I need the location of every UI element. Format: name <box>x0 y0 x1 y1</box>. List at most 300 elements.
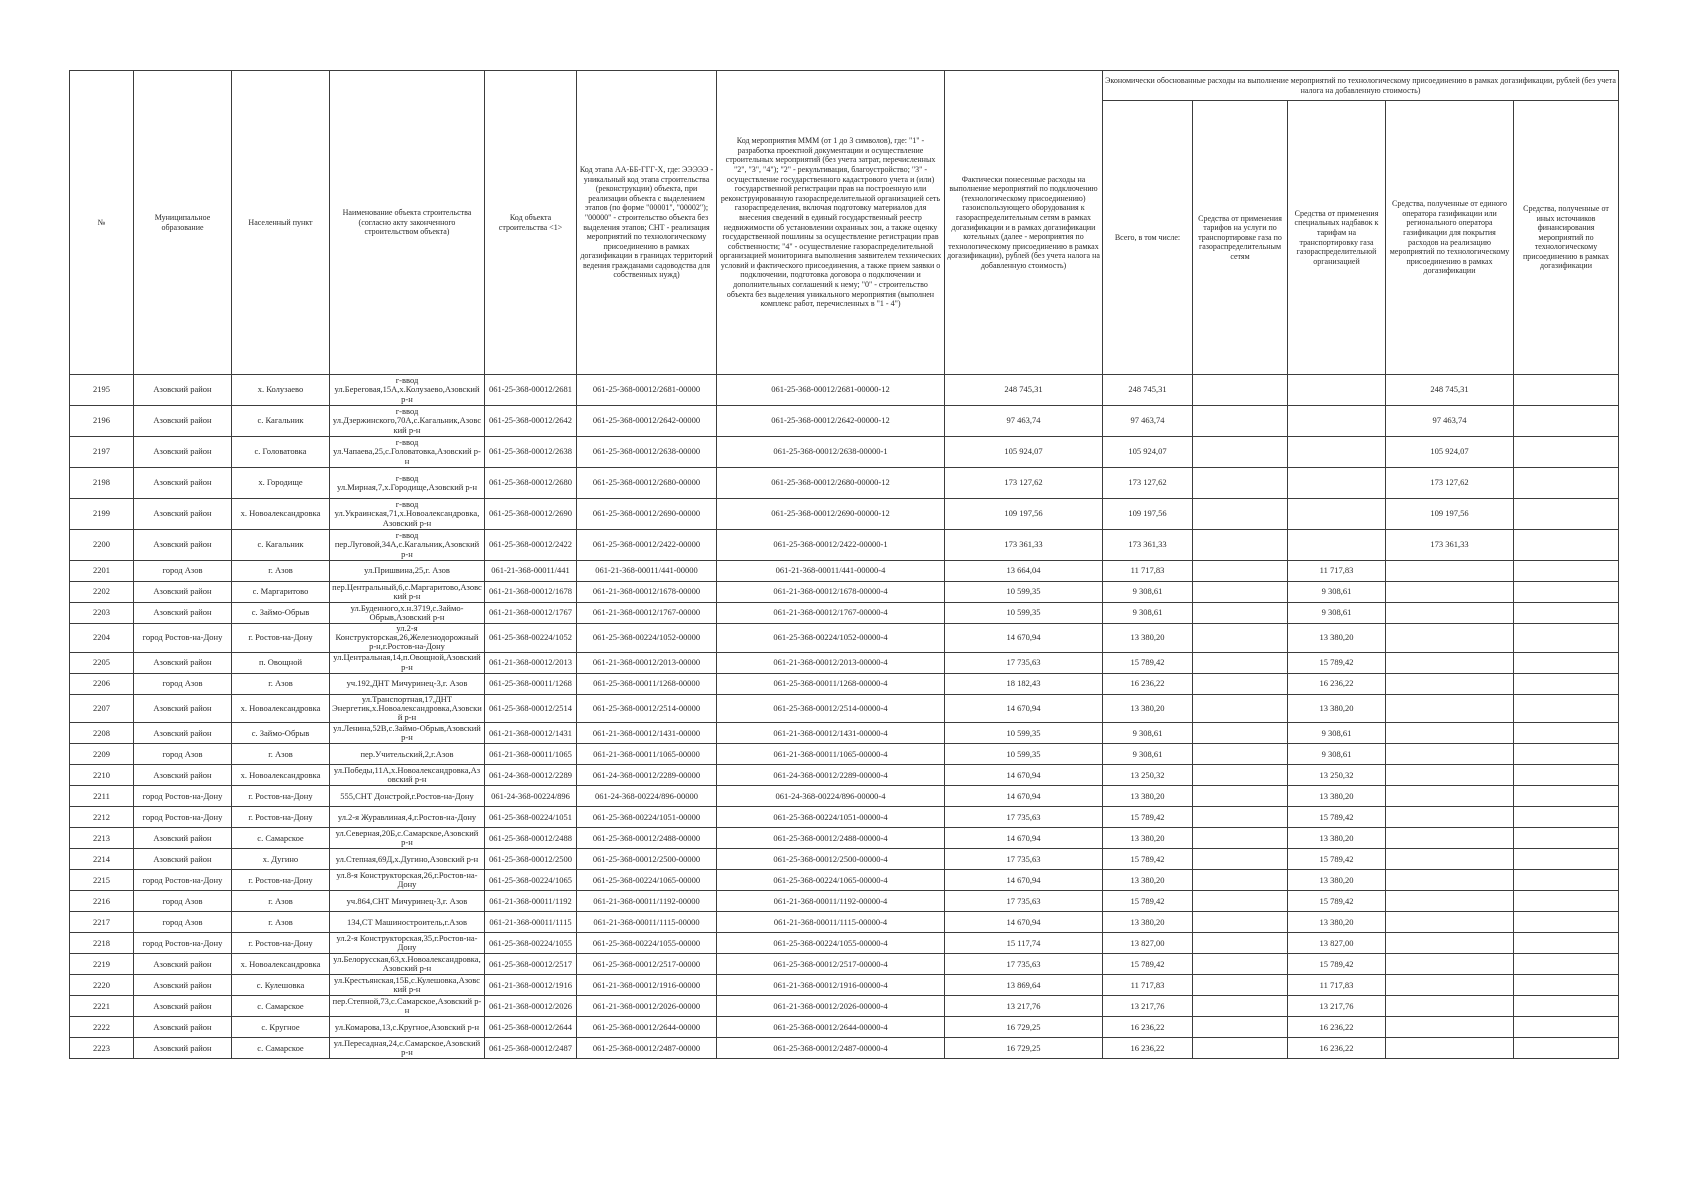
cell-tariff-transport <box>1193 996 1288 1017</box>
table-row <box>70 786 1619 807</box>
cell-total: 105 924,07 <box>1103 437 1193 468</box>
header-event-code: Код мероприятия МММ (от 1 до 3 символов), где: "1" - разработка проектной документации и осуществление строительных мероприятий (без учета затрат, перечисленных "2", "3", "4"); "2" - рекультивация, благоустройство; "3" - осуществление государственного кадастрового учета и (или) государственной регистрации прав на построенную или реконструированную газораспределительной организацией сеть газораспределения, включая подготовку материалов для внесения сведений в единый государственный реестр недвижимости об установлении охранных зон, а также оценку государственной пошлины за осуществление регистрации прав собственности; "4" - осуществление газораспределительной организацией мониторинга выполнения заявителем технических условий и фактического присоединения, а также прием заявки о подключении, подготовка договора о подключении и дополнительных соглашений к нему; "0" - строительство объекта без выделения уникального мероприятия (выполнен комплекс работ, перечисленных в "1 - 4") <box>717 71 945 375</box>
table-row <box>70 975 1619 996</box>
cell-tariff-transport <box>1193 744 1288 765</box>
cell-tariff-transport <box>1193 437 1288 468</box>
cell-total: 173 127,62 <box>1103 468 1193 499</box>
cell-stage-code: 061-21-368-00012/1767-00000 <box>577 603 717 624</box>
cell-stage-code: 061-25-368-00012/2422-00000 <box>577 530 717 561</box>
cell-settlement: с. Кагальник <box>232 530 330 561</box>
cell-tariff-transport <box>1193 891 1288 912</box>
cell-stage-code: 061-25-368-00224/1051-00000 <box>577 807 717 828</box>
cell-total: 9 308,61 <box>1103 603 1193 624</box>
table-row <box>70 807 1619 828</box>
cell-other-sources <box>1514 891 1619 912</box>
cell-other-sources <box>1514 375 1619 406</box>
cell-operator-funds <box>1386 561 1514 582</box>
cell-municipality: Азовский район <box>134 437 232 468</box>
cell-tariff-transport <box>1193 561 1288 582</box>
cell-settlement: г. Ростов-на-Дону <box>232 624 330 653</box>
cell-no: 2196 <box>70 406 134 437</box>
cell-operator-funds <box>1386 1017 1514 1038</box>
cell-actual-costs: 10 599,35 <box>945 582 1103 603</box>
cell-stage-code: 061-25-368-00224/1052-00000 <box>577 624 717 653</box>
cell-special-markups: 13 380,20 <box>1288 624 1386 653</box>
cell-no: 2200 <box>70 530 134 561</box>
cell-event-code: 061-25-368-00012/2487-00000-4 <box>717 1038 945 1059</box>
cell-event-code: 061-21-368-00012/1678-00000-4 <box>717 582 945 603</box>
cell-total: 15 789,42 <box>1103 954 1193 975</box>
cell-municipality: Азовский район <box>134 694 232 723</box>
cell-event-code: 061-21-368-00012/1431-00000-4 <box>717 723 945 744</box>
cell-object-code: 061-25-368-00012/2422 <box>485 530 577 561</box>
cell-actual-costs: 14 670,94 <box>945 828 1103 849</box>
cell-other-sources <box>1514 673 1619 694</box>
cell-municipality: Азовский район <box>134 849 232 870</box>
cell-object-name: ул.Крестьянская,15Б,с.Кулешовка,Азовский р-н <box>330 975 485 996</box>
cell-municipality: Азовский район <box>134 530 232 561</box>
cell-total: 13 380,20 <box>1103 786 1193 807</box>
cell-tariff-transport <box>1193 582 1288 603</box>
table-row <box>70 723 1619 744</box>
cell-settlement: х. Новоалександровка <box>232 954 330 975</box>
cell-object-name: пер.Учительский,2,г.Азов <box>330 744 485 765</box>
cell-special-markups: 13 827,00 <box>1288 933 1386 954</box>
cell-object-name: пер.Центральный,6,с.Маргаритово,Азовский р-н <box>330 582 485 603</box>
cell-no: 2215 <box>70 870 134 891</box>
cell-object-name: ул.2-я Конструкторская,35,г.Ростов-на-Дону <box>330 933 485 954</box>
cell-municipality: Азовский район <box>134 723 232 744</box>
cell-municipality: Азовский район <box>134 603 232 624</box>
cell-operator-funds <box>1386 870 1514 891</box>
cell-special-markups <box>1288 530 1386 561</box>
cell-object-code: 061-21-368-00012/1916 <box>485 975 577 996</box>
cell-settlement: с. Головатовка <box>232 437 330 468</box>
cell-event-code: 061-25-368-00012/2681-00000-12 <box>717 375 945 406</box>
cell-other-sources <box>1514 530 1619 561</box>
cell-no: 2213 <box>70 828 134 849</box>
cell-operator-funds: 97 463,74 <box>1386 406 1514 437</box>
cell-other-sources <box>1514 786 1619 807</box>
cell-tariff-transport <box>1193 723 1288 744</box>
cell-special-markups: 16 236,22 <box>1288 1017 1386 1038</box>
cell-object-code: 061-21-368-00012/1678 <box>485 582 577 603</box>
cell-object-code: 061-21-368-00012/1767 <box>485 603 577 624</box>
cell-tariff-transport <box>1193 673 1288 694</box>
cell-stage-code: 061-25-368-00012/2514-00000 <box>577 694 717 723</box>
cell-event-code: 061-25-368-00012/2638-00000-1 <box>717 437 945 468</box>
cell-settlement: с. Займо-Обрыв <box>232 603 330 624</box>
cell-total: 13 827,00 <box>1103 933 1193 954</box>
cell-actual-costs: 10 599,35 <box>945 603 1103 624</box>
cell-other-sources <box>1514 406 1619 437</box>
cell-special-markups: 15 789,42 <box>1288 954 1386 975</box>
cell-stage-code: 061-21-368-00011/1065-00000 <box>577 744 717 765</box>
cell-municipality: город Азов <box>134 561 232 582</box>
cell-municipality: город Азов <box>134 673 232 694</box>
cell-object-name: уч.192,ДНТ Мичуринец-3,г. Азов <box>330 673 485 694</box>
cell-tariff-transport <box>1193 468 1288 499</box>
cell-stage-code: 061-25-368-00224/1065-00000 <box>577 870 717 891</box>
cell-settlement: с. Маргаритово <box>232 582 330 603</box>
cell-object-code: 061-25-368-00012/2681 <box>485 375 577 406</box>
cell-object-code: 061-25-368-00224/1051 <box>485 807 577 828</box>
cell-object-name: ул.Пришвина,25,г. Азов <box>330 561 485 582</box>
table-row <box>70 673 1619 694</box>
cell-total: 173 361,33 <box>1103 530 1193 561</box>
header-object-code: Код объекта строительства <1> <box>485 71 577 375</box>
cell-operator-funds <box>1386 828 1514 849</box>
cell-no: 2214 <box>70 849 134 870</box>
cell-special-markups: 9 308,61 <box>1288 744 1386 765</box>
cell-tariff-transport <box>1193 912 1288 933</box>
cell-event-code: 061-21-368-00012/2026-00000-4 <box>717 996 945 1017</box>
cell-object-name: ул.Белорусская,63,х.Новоалександровка,Азовский р-н <box>330 954 485 975</box>
cell-stage-code: 061-25-368-00224/1055-00000 <box>577 933 717 954</box>
cell-special-markups: 13 380,20 <box>1288 786 1386 807</box>
cell-tariff-transport <box>1193 870 1288 891</box>
cell-total: 109 197,56 <box>1103 499 1193 530</box>
cell-operator-funds <box>1386 694 1514 723</box>
cell-event-code: 061-21-368-00012/1767-00000-4 <box>717 603 945 624</box>
cell-actual-costs: 17 735,63 <box>945 652 1103 673</box>
cell-settlement: х. Дугино <box>232 849 330 870</box>
cell-municipality: Азовский район <box>134 375 232 406</box>
cell-actual-costs: 15 117,74 <box>945 933 1103 954</box>
cell-no: 2216 <box>70 891 134 912</box>
cell-special-markups: 15 789,42 <box>1288 891 1386 912</box>
cell-settlement: г. Ростов-на-Дону <box>232 933 330 954</box>
cell-object-name: ул.2-я Конструкторская,26,Железнодорожный р-н,г.Ростов-на-Дону <box>330 624 485 653</box>
cell-object-code: 061-25-368-00012/2500 <box>485 849 577 870</box>
cell-object-name: 134,СТ Машиностроитель,г.Азов <box>330 912 485 933</box>
cell-special-markups: 13 217,76 <box>1288 996 1386 1017</box>
header-total: Всего, в том числе: <box>1103 101 1193 375</box>
table-body <box>70 375 1619 1059</box>
header-municipality: Муниципальное образование <box>134 71 232 375</box>
cell-municipality: Азовский район <box>134 765 232 786</box>
cell-other-sources <box>1514 499 1619 530</box>
cell-special-markups: 16 236,22 <box>1288 1038 1386 1059</box>
cell-object-name: г-ввод пер.Луговой,34А,с.Кагальник,Азовский р-н <box>330 530 485 561</box>
cell-object-code: 061-21-368-00012/1431 <box>485 723 577 744</box>
cell-object-name: ул.2-я Журавлиная,4,г.Ростов-на-Дону <box>330 807 485 828</box>
cell-stage-code: 061-25-368-00012/2681-00000 <box>577 375 717 406</box>
table-row <box>70 765 1619 786</box>
cell-stage-code: 061-21-368-00012/1916-00000 <box>577 975 717 996</box>
cell-other-sources <box>1514 468 1619 499</box>
cell-tariff-transport <box>1193 694 1288 723</box>
cell-operator-funds <box>1386 723 1514 744</box>
cell-object-name: г-ввод ул.Мирная,7,х.Городище,Азовский р-н <box>330 468 485 499</box>
cell-operator-funds <box>1386 1038 1514 1059</box>
cell-special-markups: 9 308,61 <box>1288 723 1386 744</box>
cell-actual-costs: 13 664,04 <box>945 561 1103 582</box>
cell-other-sources <box>1514 807 1619 828</box>
cell-tariff-transport <box>1193 765 1288 786</box>
cell-actual-costs: 14 670,94 <box>945 624 1103 653</box>
cell-object-code: 061-21-368-00011/1115 <box>485 912 577 933</box>
cell-other-sources <box>1514 624 1619 653</box>
cell-other-sources <box>1514 652 1619 673</box>
table-row <box>70 1017 1619 1038</box>
cell-other-sources <box>1514 975 1619 996</box>
cell-event-code: 061-21-368-00011/441-00000-4 <box>717 561 945 582</box>
cell-tariff-transport <box>1193 1017 1288 1038</box>
cell-total: 13 380,20 <box>1103 870 1193 891</box>
cell-special-markups: 9 308,61 <box>1288 603 1386 624</box>
cell-no: 2211 <box>70 786 134 807</box>
cell-other-sources <box>1514 744 1619 765</box>
table-row <box>70 468 1619 499</box>
cell-special-markups: 13 380,20 <box>1288 694 1386 723</box>
cell-tariff-transport <box>1193 652 1288 673</box>
cell-other-sources <box>1514 954 1619 975</box>
cell-operator-funds: 248 745,31 <box>1386 375 1514 406</box>
cell-object-name: ул.Буденного,х.н.3719,с.Займо-Обрыв,Азовский р-н <box>330 603 485 624</box>
cell-event-code: 061-24-368-00012/2289-00000-4 <box>717 765 945 786</box>
cell-object-name: ул.Северная,20Б,с.Самарское,Азовский р-н <box>330 828 485 849</box>
table-row <box>70 694 1619 723</box>
cell-stage-code: 061-25-368-00011/1268-00000 <box>577 673 717 694</box>
cell-settlement: п. Овощной <box>232 652 330 673</box>
cell-operator-funds <box>1386 975 1514 996</box>
cell-total: 97 463,74 <box>1103 406 1193 437</box>
cell-object-code: 061-25-368-00012/2488 <box>485 828 577 849</box>
cell-special-markups <box>1288 437 1386 468</box>
cell-other-sources <box>1514 723 1619 744</box>
cell-settlement: х. Городище <box>232 468 330 499</box>
cell-no: 2212 <box>70 807 134 828</box>
cell-operator-funds <box>1386 765 1514 786</box>
cell-stage-code: 061-25-368-00012/2680-00000 <box>577 468 717 499</box>
cell-object-code: 061-25-368-00012/2638 <box>485 437 577 468</box>
header-tariff-transport: Средства от применения тарифов на услуги по транспортировке газа по газораспределительным сетям <box>1193 101 1288 375</box>
header-no: № <box>70 71 134 375</box>
table-row <box>70 437 1619 468</box>
cell-operator-funds <box>1386 603 1514 624</box>
cell-actual-costs: 10 599,35 <box>945 744 1103 765</box>
header-econ-group: Экономически обоснованные расходы на выполнение мероприятий по технологическому присоединению в рамках догазификации, рублей (без учета налога на добавленную стоимость) <box>1103 71 1619 101</box>
cell-object-name: г-ввод ул.Украинская,71,х.Новоалександровка,Азовский р-н <box>330 499 485 530</box>
cell-total: 13 380,20 <box>1103 912 1193 933</box>
cell-special-markups <box>1288 468 1386 499</box>
cell-object-code: 061-25-368-00012/2514 <box>485 694 577 723</box>
cell-tariff-transport <box>1193 954 1288 975</box>
cell-object-name: ул.Центральная,14,п.Овощной,Азовский р-н <box>330 652 485 673</box>
cell-no: 2198 <box>70 468 134 499</box>
cell-no: 2203 <box>70 603 134 624</box>
cell-no: 2223 <box>70 1038 134 1059</box>
cell-total: 248 745,31 <box>1103 375 1193 406</box>
cell-object-name: ул.Ленина,52В,с.Займо-Обрыв,Азовский р-н <box>330 723 485 744</box>
cell-object-name: г-ввод ул.Береговая,15А,х.Колузаево,Азовский р-н <box>330 375 485 406</box>
cell-total: 13 380,20 <box>1103 828 1193 849</box>
cell-total: 15 789,42 <box>1103 849 1193 870</box>
cell-actual-costs: 105 924,07 <box>945 437 1103 468</box>
cell-tariff-transport <box>1193 624 1288 653</box>
cell-no: 2220 <box>70 975 134 996</box>
cell-operator-funds <box>1386 891 1514 912</box>
table-row <box>70 530 1619 561</box>
cell-object-name: ул.Транспортная,17,ДНТ Энергетик,х.Новоалександровка,Азовский р-н <box>330 694 485 723</box>
table-header <box>70 71 1619 375</box>
cell-total: 9 308,61 <box>1103 582 1193 603</box>
cell-event-code: 061-25-368-00224/1052-00000-4 <box>717 624 945 653</box>
cell-operator-funds <box>1386 954 1514 975</box>
cell-total: 9 308,61 <box>1103 723 1193 744</box>
cell-operator-funds <box>1386 582 1514 603</box>
cell-object-name: ул.Пересадная,24,с.Самарское,Азовский р-н <box>330 1038 485 1059</box>
cell-settlement: г. Ростов-на-Дону <box>232 807 330 828</box>
table-row <box>70 603 1619 624</box>
cell-event-code: 061-21-368-00011/1192-00000-4 <box>717 891 945 912</box>
cell-stage-code: 061-25-368-00012/2638-00000 <box>577 437 717 468</box>
cell-object-code: 061-25-368-00224/1055 <box>485 933 577 954</box>
document-sheet <box>69 70 1618 1059</box>
cell-stage-code: 061-25-368-00012/2644-00000 <box>577 1017 717 1038</box>
cell-settlement: х. Новоалександровка <box>232 499 330 530</box>
cell-object-code: 061-25-368-00012/2642 <box>485 406 577 437</box>
cell-special-markups: 15 789,42 <box>1288 849 1386 870</box>
cell-actual-costs: 17 735,63 <box>945 849 1103 870</box>
cell-stage-code: 061-25-368-00012/2487-00000 <box>577 1038 717 1059</box>
cell-other-sources <box>1514 694 1619 723</box>
cell-actual-costs: 17 735,63 <box>945 954 1103 975</box>
table-row <box>70 744 1619 765</box>
cell-other-sources <box>1514 933 1619 954</box>
cell-stage-code: 061-21-368-00011/441-00000 <box>577 561 717 582</box>
cell-municipality: Азовский район <box>134 468 232 499</box>
cell-event-code: 061-25-368-00012/2488-00000-4 <box>717 828 945 849</box>
cell-total: 11 717,83 <box>1103 561 1193 582</box>
cell-event-code: 061-25-368-00011/1268-00000-4 <box>717 673 945 694</box>
cell-object-code: 061-21-368-00011/1065 <box>485 744 577 765</box>
cell-municipality: Азовский район <box>134 1038 232 1059</box>
cell-total: 11 717,83 <box>1103 975 1193 996</box>
cell-actual-costs: 248 745,31 <box>945 375 1103 406</box>
cell-event-code: 061-21-368-00012/1916-00000-4 <box>717 975 945 996</box>
cell-total: 16 236,22 <box>1103 1017 1193 1038</box>
cell-event-code: 061-25-368-00012/2642-00000-12 <box>717 406 945 437</box>
cell-total: 13 217,76 <box>1103 996 1193 1017</box>
cell-tariff-transport <box>1193 828 1288 849</box>
table-row <box>70 624 1619 653</box>
cell-actual-costs: 173 361,33 <box>945 530 1103 561</box>
header-operator-funds: Средства, полученные от единого оператора газификации или регионального оператора газификации для покрытия расходов на реализацию мероприятий по технологическому присоединению в рамках догазификации <box>1386 101 1514 375</box>
table-row <box>70 582 1619 603</box>
cell-event-code: 061-24-368-00224/896-00000-4 <box>717 786 945 807</box>
cell-operator-funds: 173 361,33 <box>1386 530 1514 561</box>
cell-operator-funds <box>1386 933 1514 954</box>
cell-total: 15 789,42 <box>1103 891 1193 912</box>
cell-special-markups: 15 789,42 <box>1288 652 1386 673</box>
cell-municipality: город Ростов-на-Дону <box>134 786 232 807</box>
cell-stage-code: 061-24-368-00012/2289-00000 <box>577 765 717 786</box>
cell-total: 9 308,61 <box>1103 744 1193 765</box>
table-row <box>70 561 1619 582</box>
cell-no: 2210 <box>70 765 134 786</box>
cell-special-markups: 13 380,20 <box>1288 828 1386 849</box>
header-object-name: Наименование объекта строительства (согласно акту законченного строительством объекта) <box>330 71 485 375</box>
cell-actual-costs: 18 182,43 <box>945 673 1103 694</box>
table-row <box>70 933 1619 954</box>
cell-object-name: ул.Степная,69Д,х.Дугино,Азовский р-н <box>330 849 485 870</box>
cell-actual-costs: 17 735,63 <box>945 807 1103 828</box>
cell-stage-code: 061-25-368-00012/2500-00000 <box>577 849 717 870</box>
cell-actual-costs: 13 217,76 <box>945 996 1103 1017</box>
cell-other-sources <box>1514 996 1619 1017</box>
cell-settlement: с. Кругное <box>232 1017 330 1038</box>
cell-other-sources <box>1514 1017 1619 1038</box>
cell-no: 2199 <box>70 499 134 530</box>
cell-object-name: уч.864,СНТ Мичуринец-3,г. Азов <box>330 891 485 912</box>
header-stage-code: Код этапа АА-ББ-ГГГ-Х, где: ЭЭЭЭЭ - уникальный код этапа строительства (реконструкции) объекта, при реализации объекта с выделением этапов (по форме "00001", "00002"); "00000" - строительство объекта без выделения этапов; СНТ - реализация мероприятий по технологическому присоединению в рамках догазификации в границах территорий ведения гражданами садоводства для собственных нужд) <box>577 71 717 375</box>
cell-municipality: город Азов <box>134 912 232 933</box>
cell-special-markups: 11 717,83 <box>1288 561 1386 582</box>
cell-actual-costs: 16 729,25 <box>945 1038 1103 1059</box>
cell-no: 2207 <box>70 694 134 723</box>
cell-special-markups: 11 717,83 <box>1288 975 1386 996</box>
header-other-sources: Средства, полученные от иных источников финансирования мероприятий по технологическому присоединению в рамках догазификации <box>1514 101 1619 375</box>
table-row <box>70 849 1619 870</box>
cell-settlement: г. Азов <box>232 561 330 582</box>
cell-no: 2197 <box>70 437 134 468</box>
cell-event-code: 061-21-368-00011/1115-00000-4 <box>717 912 945 933</box>
cell-tariff-transport <box>1193 786 1288 807</box>
cell-object-code: 061-25-368-00011/1268 <box>485 673 577 694</box>
cell-event-code: 061-21-368-00011/1065-00000-4 <box>717 744 945 765</box>
cell-tariff-transport <box>1193 530 1288 561</box>
cell-object-code: 061-21-368-00012/2013 <box>485 652 577 673</box>
cell-event-code: 061-25-368-00012/2422-00000-1 <box>717 530 945 561</box>
cell-other-sources <box>1514 912 1619 933</box>
cell-municipality: Азовский район <box>134 828 232 849</box>
cell-settlement: х. Колузаево <box>232 375 330 406</box>
cell-operator-funds <box>1386 744 1514 765</box>
header-actual-costs: Фактически понесенные расходы на выполнение мероприятий по подключению (технологическому присоединению) газоиспользующего оборудования к газораспределительным сетям в рамках догазификации и в рамках догазификации котельных (далее - мероприятия по технологическому присоединению в рамках догазификации), рублей (без учета налога на добавленную стоимость) <box>945 71 1103 375</box>
cell-municipality: Азовский район <box>134 582 232 603</box>
table-row <box>70 406 1619 437</box>
cell-municipality: Азовский район <box>134 652 232 673</box>
cell-actual-costs: 17 735,63 <box>945 891 1103 912</box>
cell-no: 2195 <box>70 375 134 406</box>
cell-total: 15 789,42 <box>1103 807 1193 828</box>
cell-tariff-transport <box>1193 406 1288 437</box>
cell-tariff-transport <box>1193 807 1288 828</box>
cell-actual-costs: 97 463,74 <box>945 406 1103 437</box>
cell-tariff-transport <box>1193 603 1288 624</box>
cell-special-markups <box>1288 406 1386 437</box>
cell-actual-costs: 14 670,94 <box>945 912 1103 933</box>
cell-tariff-transport <box>1193 975 1288 996</box>
cell-object-code: 061-21-368-00011/441 <box>485 561 577 582</box>
cell-special-markups <box>1288 375 1386 406</box>
cell-actual-costs: 173 127,62 <box>945 468 1103 499</box>
cell-municipality: Азовский район <box>134 954 232 975</box>
table-row <box>70 1038 1619 1059</box>
cell-tariff-transport <box>1193 499 1288 530</box>
cell-operator-funds <box>1386 912 1514 933</box>
cell-other-sources <box>1514 603 1619 624</box>
cell-operator-funds <box>1386 652 1514 673</box>
cell-stage-code: 061-21-368-00012/2013-00000 <box>577 652 717 673</box>
cell-total: 13 380,20 <box>1103 694 1193 723</box>
cell-stage-code: 061-21-368-00012/1678-00000 <box>577 582 717 603</box>
cell-no: 2221 <box>70 996 134 1017</box>
cell-municipality: Азовский район <box>134 996 232 1017</box>
cell-no: 2209 <box>70 744 134 765</box>
